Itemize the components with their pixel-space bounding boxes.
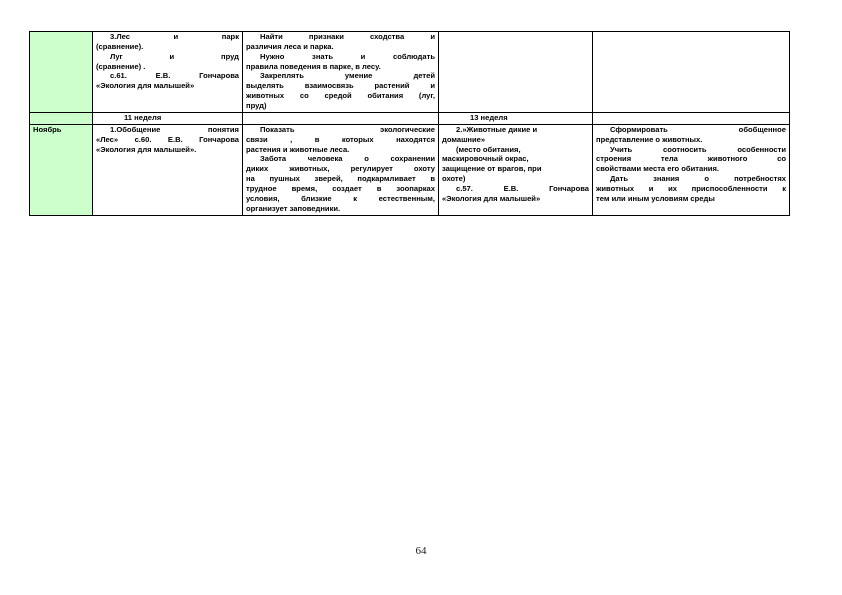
text-line: представление о животных. <box>596 134 703 144</box>
week-label-text: 11 неделя <box>124 112 162 122</box>
text-line: с.61. Е.В. Гончарова <box>110 71 239 81</box>
text-line: защищение от врагов, при <box>442 164 542 174</box>
goals-cell <box>243 124 439 215</box>
topic-cell <box>93 32 243 113</box>
week-label <box>439 112 593 124</box>
goals2-cell <box>593 32 790 113</box>
week-empty-cell <box>243 112 439 124</box>
text-line: домашние» <box>442 134 486 144</box>
month-cell: Ноябрь <box>30 124 93 215</box>
text-line: Сформировать обобщенное <box>610 124 786 134</box>
page-number: 64 <box>415 545 427 557</box>
text-line: (сравнение) . <box>96 61 146 71</box>
text-line: «Лес» с.60. Е.В. Гончарова <box>96 134 239 144</box>
goals2-cell <box>593 124 790 215</box>
table-row <box>30 112 790 124</box>
week-empty-cell <box>593 112 790 124</box>
goals-cell <box>243 32 439 113</box>
text-line: Показать экологические <box>260 124 435 134</box>
text-line: «Экология для малышей» <box>96 81 195 91</box>
text-line: различия леса и парка. <box>246 41 334 51</box>
plan-table-container <box>29 31 789 216</box>
text-line: с.57. Е.В. Гончарова <box>456 184 589 194</box>
text-line: 1.Обобщение понятия <box>110 124 239 134</box>
month-cell <box>30 112 93 124</box>
text-line: Найти признаки сходства и <box>260 32 435 41</box>
table-row <box>30 124 790 215</box>
text-line: маскировочный окрас, <box>442 154 529 164</box>
plan-table <box>29 31 790 216</box>
text-line: на пушных зверей, подкармливает в <box>246 174 435 184</box>
text-line: животных и их приспособленности к <box>596 184 786 194</box>
text-line: диких животных, регулирует охоту <box>246 164 435 174</box>
text-line: Нужно знать и соблюдать <box>260 51 435 61</box>
text-line: 3.Лес и парк <box>110 32 239 41</box>
text-line: связи , в которых находятся <box>246 134 435 144</box>
text-line: условия, близкие к естественным, <box>246 193 435 203</box>
text-line: тем или иным условиям среды <box>596 193 715 203</box>
week-label-text: 13 неделя <box>470 112 508 122</box>
topic2-cell <box>439 32 593 113</box>
week-label <box>93 112 243 124</box>
topic-cell <box>93 124 243 215</box>
text-line: Дать знания о потребностях <box>610 174 786 184</box>
text-line: Закреплять умение детей <box>260 71 435 81</box>
text-line: Забота человека о сохранении <box>260 154 435 164</box>
text-line: «Экология для малышей» <box>442 193 541 203</box>
text-line: свойствами места его обитания. <box>596 164 720 174</box>
text-line: 2.»Животные дикие и <box>456 124 538 134</box>
text-line: охоте) <box>442 174 466 184</box>
text-line: животных со средой обитания (луг, <box>246 91 435 101</box>
text-line: растения и животные леса. <box>246 144 350 154</box>
text-line: трудное время, создает в зоопарках <box>246 184 435 194</box>
text-line: Луг и пруд <box>110 51 239 61</box>
table-row <box>30 32 790 113</box>
text-line: Учить соотносить особенности <box>610 144 786 154</box>
text-line: выделять взаимосвязь растений и <box>246 81 435 91</box>
text-line: (сравнение). <box>96 41 144 51</box>
text-line: (место обитания, <box>456 144 521 154</box>
month-cell <box>30 32 93 113</box>
topic2-cell <box>439 124 593 215</box>
text-line: пруд) <box>246 101 267 111</box>
text-line: «Экология для малышей». <box>96 144 197 154</box>
text-line: организует заповедники. <box>246 203 341 213</box>
text-line: правила поведения в парке, в лесу. <box>246 61 381 71</box>
text-line: строения тела животного со <box>596 154 786 164</box>
